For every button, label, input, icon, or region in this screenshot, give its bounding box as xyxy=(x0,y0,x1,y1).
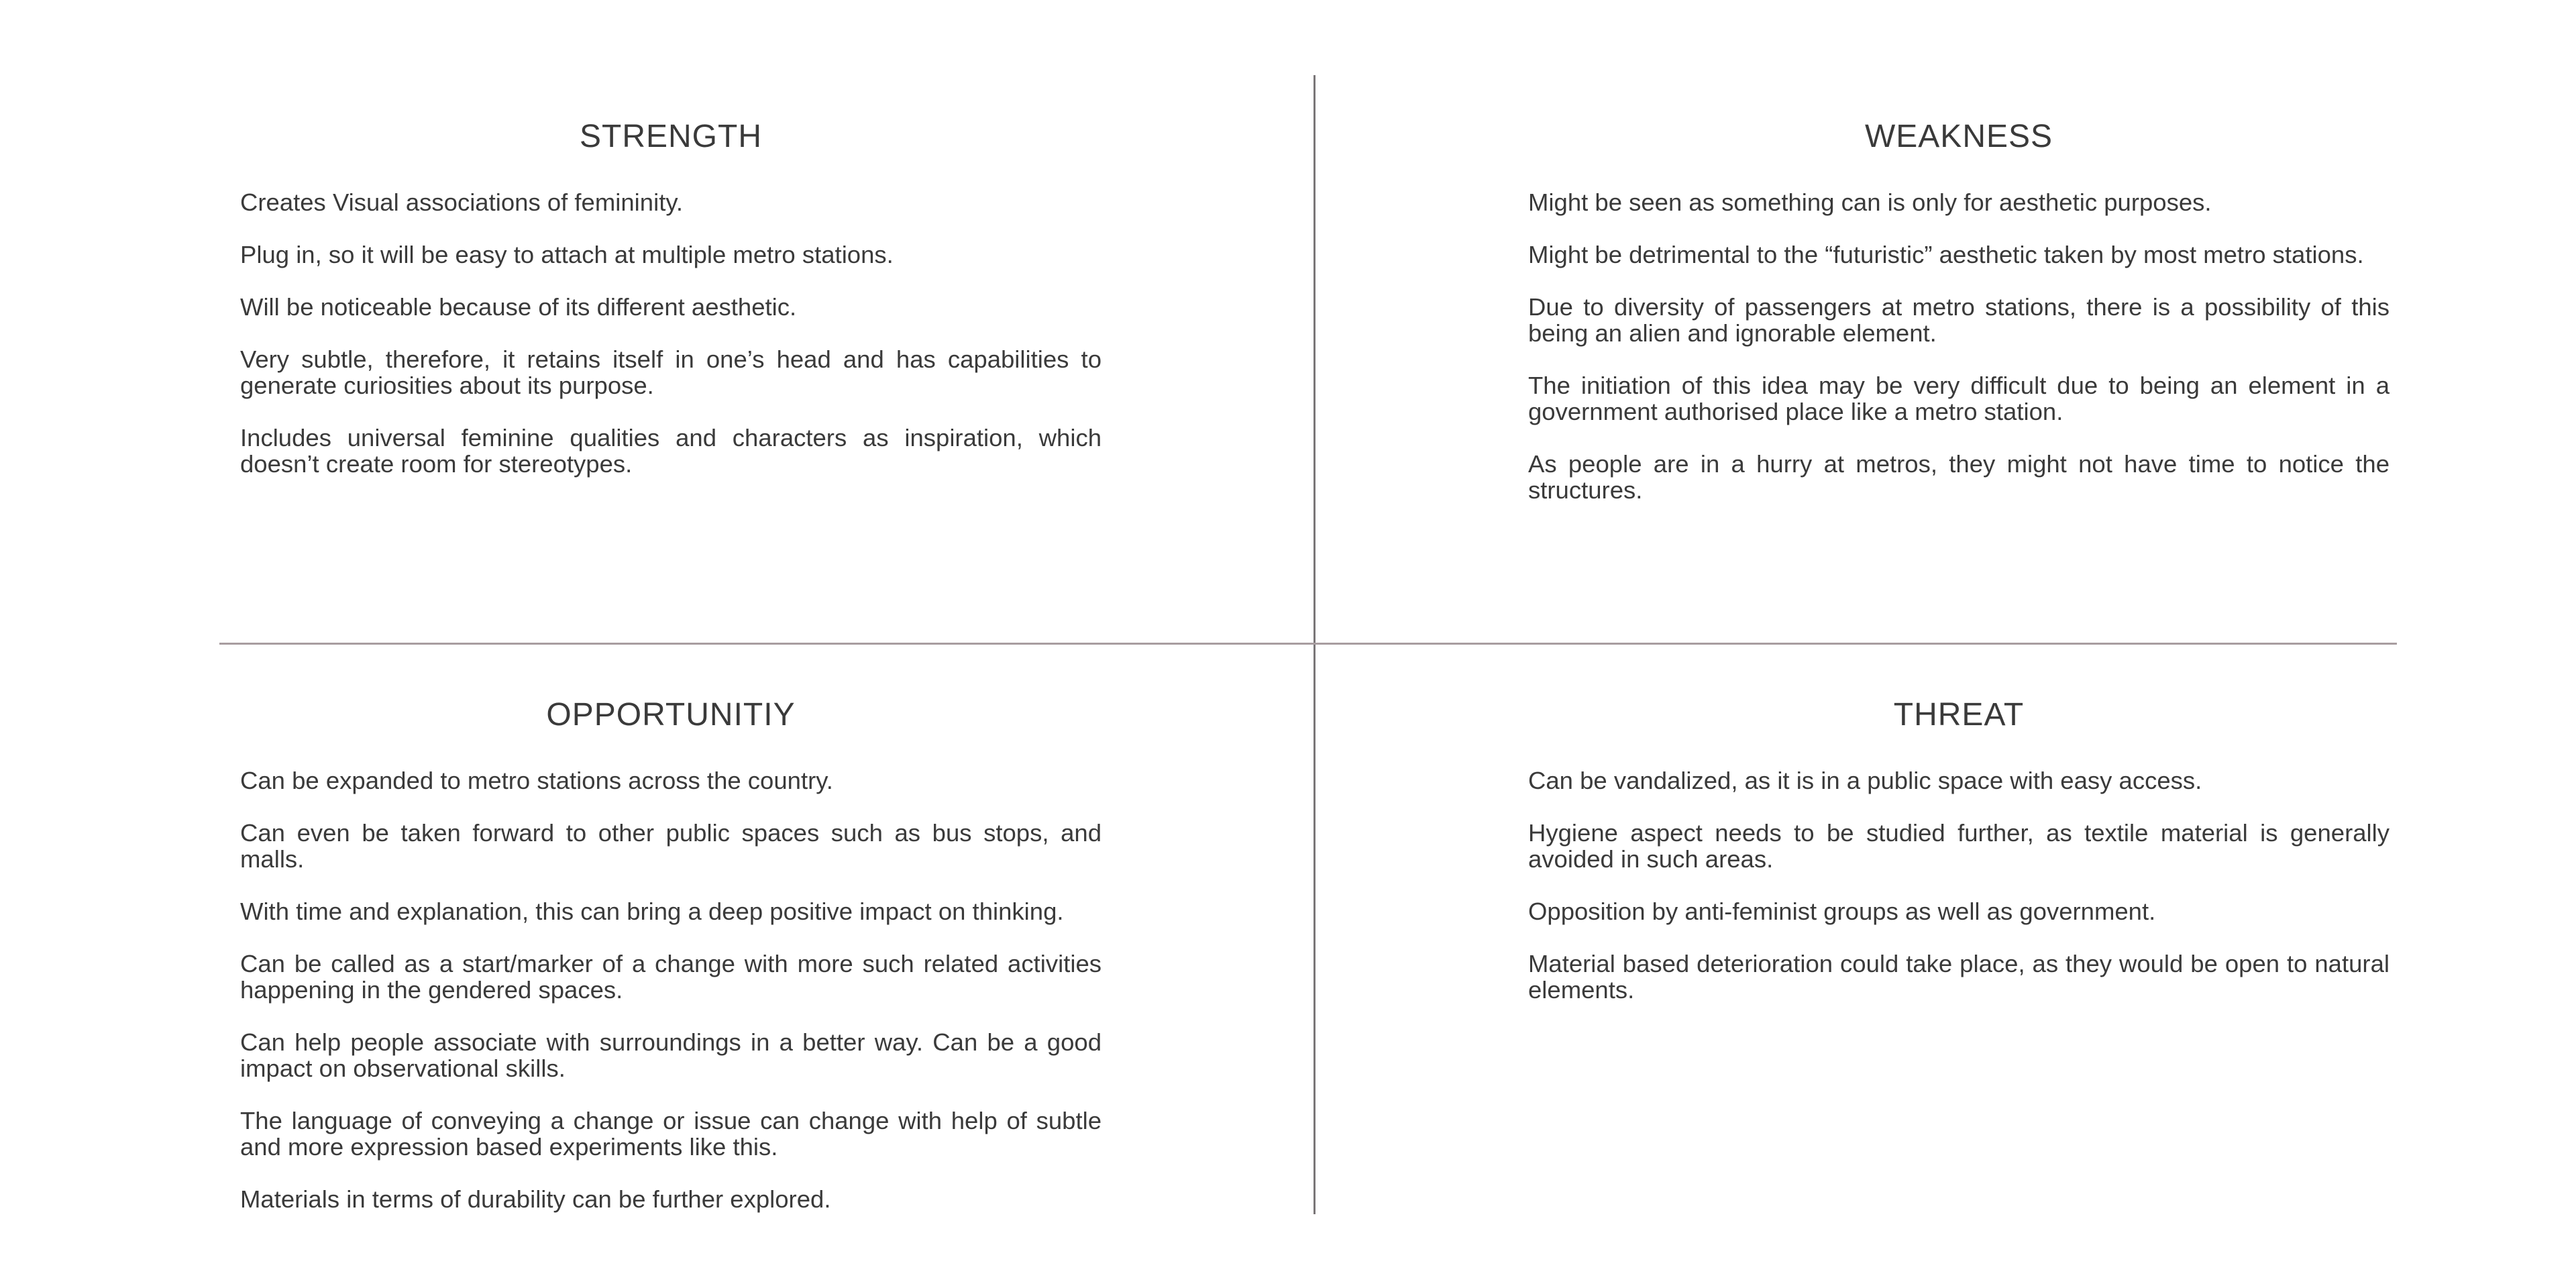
list-item: Materials in terms of durability can be further explored. xyxy=(240,1185,831,1213)
list-item: Includes universal feminine qualities and characters as inspiration, which doesn’t create room for stereotypes. xyxy=(240,424,1102,478)
opportunity-list xyxy=(240,767,1102,1212)
list-item: The language of conveying a change or issue can change with help of subtle and more expression based experiments like this. xyxy=(240,1107,1102,1161)
list-item: Opposition by anti-feminist groups as well as government. xyxy=(1528,898,2156,925)
list-item: Very subtle, therefore, it retains itself in one’s head and has capabilities to generate curiosities about its purpose. xyxy=(240,345,1102,399)
list-item: Can even be taken forward to other public spaces such as bus stops, and malls. xyxy=(240,819,1102,873)
vertical-divider xyxy=(1313,75,1316,1214)
list-item: Can be vandalized, as it is in a public space with easy access. xyxy=(1528,767,2202,794)
opportunity-quadrant xyxy=(240,691,1102,1238)
opportunity-title: OPPORTUNITIY xyxy=(546,697,796,733)
threat-title: THREAT xyxy=(1893,697,2025,733)
list-item: The initiation of this idea may be very difficult due to being an element in a government authorised place like a metro station. xyxy=(1528,372,2390,425)
strength-title: STRENGTH xyxy=(580,119,762,154)
threat-quadrant xyxy=(1528,691,2390,1029)
list-item: Can help people associate with surroundings in a better way. Can be a good impact on observational skills. xyxy=(240,1028,1102,1082)
strength-quadrant xyxy=(240,113,1102,503)
threat-list xyxy=(1528,767,2390,1003)
list-item: Material based deterioration could take place, as they would be open to natural elements. xyxy=(1528,950,2390,1004)
list-item: Will be noticeable because of its different aesthetic. xyxy=(240,293,797,321)
list-item: Due to diversity of passengers at metro stations, there is a possibility of this being an alien and ignorable element. xyxy=(1528,293,2390,347)
list-item: Creates Visual associations of femininity. xyxy=(240,189,684,216)
weakness-title: WEAKNESS xyxy=(1864,119,2053,154)
weakness-list xyxy=(1528,189,2390,503)
list-item: With time and explanation, this can bring a deep positive impact on thinking. xyxy=(240,898,1064,925)
list-item: Might be detrimental to the “futuristic” aesthetic taken by most metro stations. xyxy=(1528,241,2364,268)
weakness-quadrant xyxy=(1528,113,2390,529)
list-item: As people are in a hurry at metros, they might not have time to notice the structures. xyxy=(1528,450,2390,504)
list-item: Plug in, so it will be easy to attach at multiple metro stations. xyxy=(240,241,894,268)
list-item: Can be expanded to metro stations across the country. xyxy=(240,767,833,794)
list-item: Can be called as a start/marker of a change with more such related activities happening in the gendered spaces. xyxy=(240,950,1102,1004)
strength-list xyxy=(240,189,1102,477)
list-item: Hygiene aspect needs to be studied further, as textile material is generally avoided in such areas. xyxy=(1528,819,2390,873)
list-item: Might be seen as something can is only for aesthetic purposes. xyxy=(1528,189,2212,216)
horizontal-divider xyxy=(219,643,2397,645)
